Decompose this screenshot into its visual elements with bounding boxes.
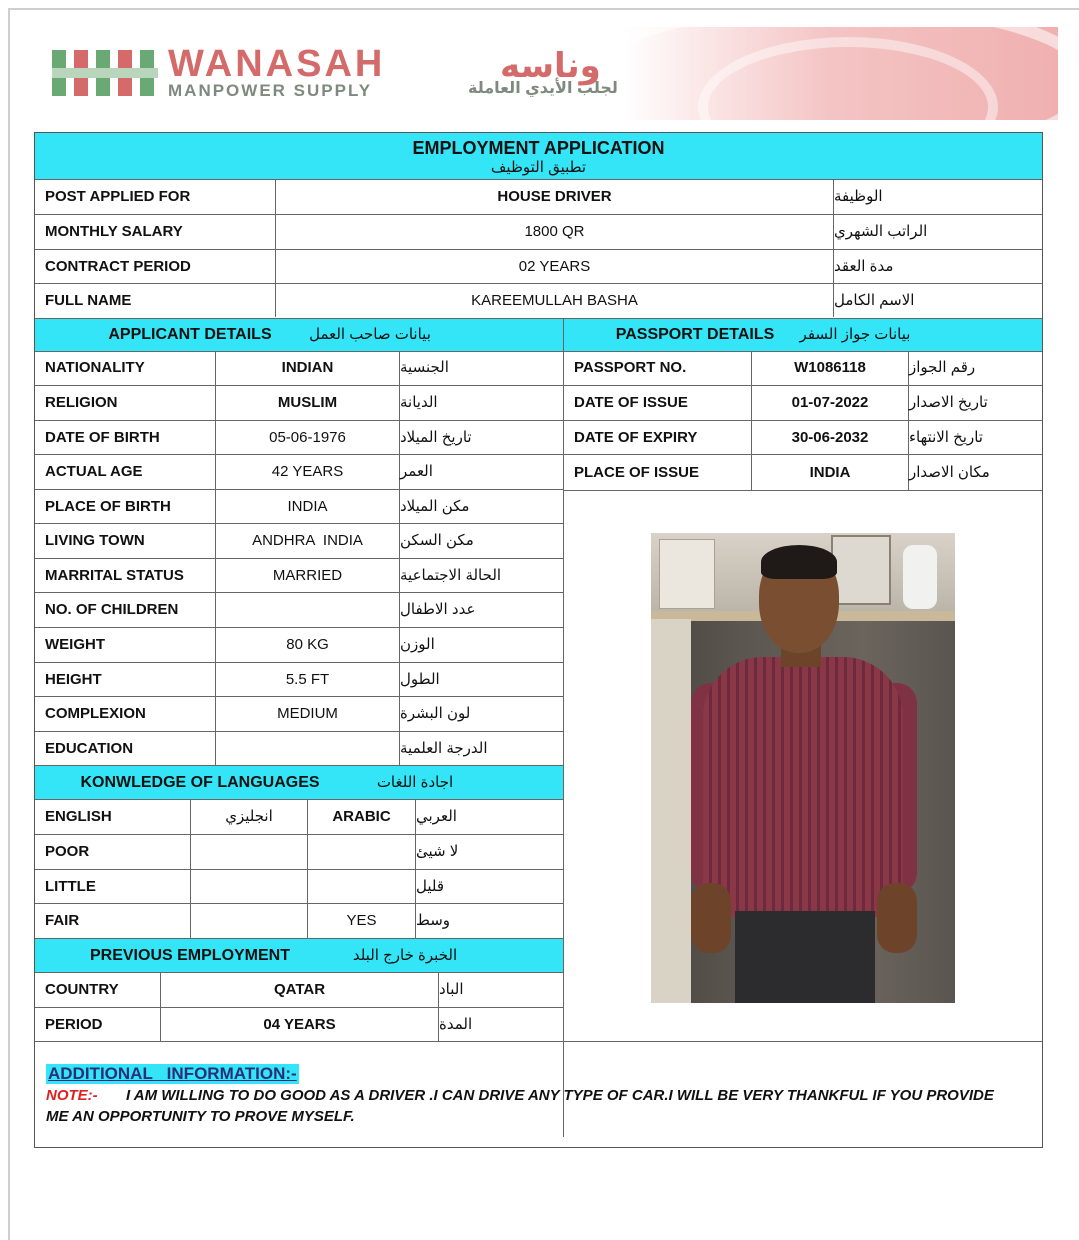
age-label: ACTUAL AGE	[45, 463, 143, 480]
birthplace-value: INDIA	[287, 497, 328, 515]
english-fair-value	[191, 904, 307, 938]
height-value: 5.5 FT	[285, 670, 330, 688]
language-level-poor: POOR	[45, 843, 90, 860]
form-title: EMPLOYMENT APPLICATION	[412, 137, 665, 158]
fullname-label: FULL NAME	[45, 292, 132, 309]
post-label: POST APPLIED FOR	[45, 188, 191, 205]
languages-header: KONWLEDGE OF LANGUAGES	[80, 773, 320, 791]
passport-details-header: PASSPORT DETAILS	[615, 326, 775, 343]
period-label-arabic: المدة	[439, 1015, 473, 1033]
form-title-arabic: تطبيق التوظيف	[490, 158, 587, 176]
additional-info-title: ADDITIONAL INFORMATION:-	[48, 1064, 297, 1083]
passport-no-value: W1086118	[794, 359, 866, 376]
issue-date-label-arabic: تاريخ الاصدار	[909, 394, 988, 411]
weight-label: WEIGHT	[45, 636, 105, 653]
contract-label: CONTRACT PERIOD	[45, 257, 191, 275]
english-column-label: ENGLISH	[45, 807, 112, 825]
dob-value: 05-06-1976	[269, 428, 346, 446]
fullname-value: KAREEMULLAH BASHA	[471, 292, 638, 309]
issue-date-value: 01-07-2022	[791, 394, 869, 411]
complexion-value: MEDIUM	[277, 705, 338, 722]
arabic-fair-value: YES	[346, 912, 377, 929]
marital-status-value: MARRIED	[272, 566, 343, 584]
height-label-arabic: الطول	[400, 670, 440, 688]
religion-label-arabic: الديانة	[400, 394, 438, 411]
company-name-arabic: وناسه	[500, 47, 601, 85]
children-value	[216, 593, 399, 627]
language-level-little-arabic: قليل	[416, 877, 445, 895]
arabic-column-label-arabic: العربي	[416, 807, 457, 825]
english-poor-value	[191, 835, 307, 869]
salary-label: MONTHLY SALARY	[45, 223, 183, 240]
country-label-arabic: الباد	[439, 980, 464, 998]
issue-place-value: INDIA	[809, 463, 851, 481]
applicant-photo	[651, 533, 955, 1003]
birthplace-label-arabic: مكن الميلاد	[400, 497, 470, 515]
languages-header-arabic: اجادة اللغات	[376, 773, 454, 791]
company-tagline-arabic: لجلب الأيدي العاملة	[468, 80, 618, 97]
salary-value: 1800 QR	[524, 223, 585, 240]
nationality-value: INDIAN	[281, 359, 334, 376]
religion-value: MUSLIM	[277, 394, 338, 411]
nationality-label: NATIONALITY	[45, 359, 145, 376]
education-label: EDUCATION	[45, 739, 134, 757]
religion-label: RELIGION	[45, 394, 118, 411]
expiry-date-value: 30-06-2032	[791, 428, 869, 446]
contract-value: 02 YEARS	[518, 257, 591, 275]
issue-place-label: PLACE OF ISSUE	[574, 463, 700, 481]
age-value: 42 YEARS	[271, 463, 344, 480]
english-column-label-arabic: انجليزي	[225, 807, 273, 825]
employment-header: PREVIOUS EMPLOYMENT	[89, 946, 291, 964]
fullname-label-arabic: الاسم الكامل	[834, 292, 915, 309]
country-label: COUNTRY	[45, 980, 119, 998]
post-value: HOUSE DRIVER	[497, 188, 612, 205]
living-town-label-arabic: مكن السكن	[400, 532, 474, 549]
children-label-arabic: عدد الاطفال	[400, 601, 476, 618]
education-value	[216, 732, 399, 765]
age-label-arabic: العمر	[400, 463, 433, 480]
note-text-line1: I AM WILLING TO DO GOOD AS A DRIVER .I CAN DRIVE ANY TYPE OF CAR.I WILL BE VERY THANKFUL IF YOU PROVIDE	[126, 1087, 994, 1104]
post-label-arabic: الوظيفة	[834, 188, 883, 205]
language-level-little: LITTLE	[45, 877, 96, 895]
passport-details-header-arabic: بيانات جواز السفر	[799, 326, 911, 343]
expiry-date-label-arabic: تاريخ الانتهاء	[909, 428, 983, 446]
passport-no-label: PASSPORT NO.	[574, 359, 687, 376]
language-level-fair: FAIR	[45, 912, 80, 929]
living-town-value: ANDHRA INDIA	[252, 532, 363, 549]
marital-status-label: MARRITAL STATUS	[45, 566, 184, 584]
language-level-poor-arabic: لا شيئ	[416, 843, 459, 860]
marital-status-label-arabic: الحالة الاجتماعية	[400, 566, 502, 584]
education-label-arabic: الدرجة العلمية	[400, 739, 488, 757]
arabic-little-value	[308, 870, 415, 903]
note-label: NOTE:-	[46, 1087, 98, 1104]
weight-label-arabic: الوزن	[400, 636, 435, 653]
applicant-details-header: APPLICANT DETAILS	[108, 326, 272, 343]
applicant-details-header-arabic: بيانات صاحب العمل	[309, 326, 431, 343]
complexion-label-arabic: لون البشرة	[400, 705, 471, 722]
contract-label-arabic: مدة العقد	[834, 257, 894, 275]
arabic-column-label: ARABIC	[332, 807, 391, 825]
period-value: 04 YEARS	[263, 1015, 336, 1033]
height-label: HEIGHT	[45, 670, 102, 688]
complexion-label: COMPLEXION	[45, 705, 146, 722]
dob-label-arabic: تاريخ الميلاد	[400, 428, 472, 446]
birthplace-label: PLACE OF BIRTH	[45, 497, 171, 515]
expiry-date-label: DATE OF EXPIRY	[574, 428, 698, 446]
nationality-label-arabic: الجنسية	[400, 359, 449, 376]
period-label: PERIOD	[45, 1015, 103, 1033]
company-name: WANASAH	[168, 43, 386, 85]
company-tagline: MANPOWER SUPPLY	[168, 81, 373, 100]
dob-label: DATE OF BIRTH	[45, 428, 160, 446]
language-level-fair-arabic: وسط	[416, 912, 451, 929]
living-town-label: LIVING TOWN	[45, 532, 145, 549]
issue-date-label: DATE OF ISSUE	[574, 394, 688, 411]
country-value: QATAR	[273, 980, 326, 998]
salary-label-arabic: الراتب الشهري	[834, 223, 928, 240]
form-title-block	[35, 133, 1042, 179]
passport-no-label-arabic: رقم الجواز	[909, 359, 976, 376]
issue-place-label-arabic: مكان الاصدار	[909, 463, 990, 481]
note-text-line2: ME AN OPPORTUNITY TO PROVE MYSELF.	[46, 1108, 355, 1125]
children-label: NO. OF CHILDREN	[45, 601, 179, 618]
employment-header-arabic: الخبرة خارج البلد	[352, 946, 458, 964]
company-logo-icon	[52, 50, 158, 96]
arabic-poor-value	[308, 835, 415, 869]
letterhead-banner	[22, 27, 1058, 120]
english-little-value	[191, 870, 307, 903]
weight-value: 80 KG	[286, 636, 329, 653]
